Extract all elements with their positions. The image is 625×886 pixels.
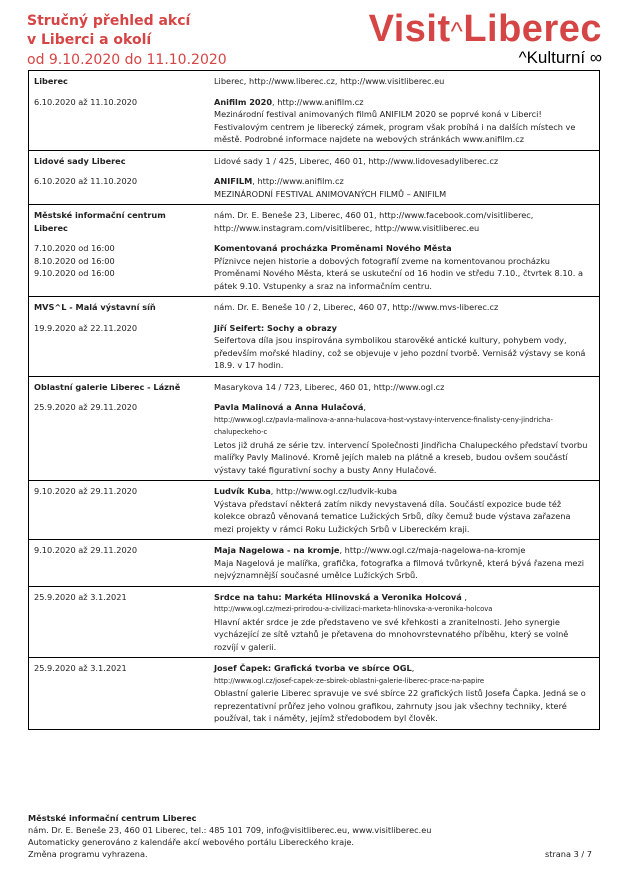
event-details [214, 485, 599, 535]
event-url: , [363, 402, 366, 412]
event-title[interactable]: Maja Nagelowa - na kromje [214, 545, 340, 555]
event-url[interactable]: http://www.ogl.cz/pavla-malinova-a-anna-hulacova-host-vystavy-intervence-finalisty-ceny-jindricha-chalupeckeho-c [214, 415, 553, 436]
event-details [214, 322, 599, 372]
event-description: Mezinárodní festival animovaných filmů ANIFILM 2020 se poprvé koná v Liberci! Festivalovým centrem je liberecký zámek, program však probíhá i na dalších místech ve městě. Podrobné informace najdete na webových stránkách www.anifilm.cz [214, 109, 576, 144]
event-date: 6.10.2020 až 11.10.2020 [34, 176, 138, 186]
event-title[interactable]: Srdce na tahu: Markéta Hlinovská a Veronika Holcová [214, 591, 462, 602]
event-details [214, 662, 599, 725]
event-title[interactable]: Josef Čapek: Grafická tvorba ve sbírce OGL [214, 663, 412, 673]
logo-subtitle: ^Kulturní ∞ [518, 48, 602, 67]
event-details [214, 401, 599, 476]
venue-header-row [29, 155, 599, 168]
event-url[interactable]: , http://www.anifilm.cz [272, 96, 364, 107]
footer-note-generated: Automaticky generováno z kalendáře akcí webového portálu Libereckého kraje. [28, 837, 355, 847]
event-title[interactable]: ANIFILM [214, 176, 253, 186]
event-description: MEZINÁRODNÍ FESTIVAL ANIMOVANÝCH FILMŮ – ANIFILM [214, 188, 447, 199]
venue-info: nám. Dr. E. Beneše 10 / 2, Liberec, 460 07, http://www.mvs-liberec.cz [214, 302, 499, 312]
event-date: 6.10.2020 až 11.10.2020 [34, 96, 138, 107]
event-row [29, 401, 599, 476]
event-description: Oblastní galerie Liberec spravuje ve své sbírce 22 grafických listů Josefa Čapka. Jedná se o reprezentativní průřez jeho volnou grafikou, zahrnuty jsou jak všechny techniky, které používal, tak i náměty, jejímž středobodem byl člověk. [214, 688, 586, 723]
event-details [214, 591, 599, 654]
event-title[interactable]: Jiří Seifert: Sochy a obrazy [214, 322, 337, 333]
venue-info: Masarykova 14 / 723, Liberec, 460 01, http://www.ogl.cz [214, 381, 445, 392]
venue-block [29, 376, 599, 481]
event-dates [29, 401, 214, 476]
event-row [29, 485, 599, 535]
event-dates [29, 96, 214, 146]
event-dates [29, 485, 214, 535]
event-date: 25.9.2020 až 3.1.2021 [34, 663, 127, 673]
event-details [214, 175, 599, 200]
venue-info: Lidové sady 1 / 425, Liberec, 460 01, http://www.lidovesadyliberec.cz [214, 155, 499, 166]
event-dates [29, 242, 214, 292]
event-row [29, 662, 599, 725]
event-date: 25.9.2020 až 3.1.2021 [34, 591, 127, 602]
footer-note-changes: Změna programu vyhrazena. [28, 849, 148, 859]
event-date: 9.10.2020 od 16:00 [34, 268, 115, 278]
venue-block [29, 150, 599, 205]
event-url: , [461, 591, 467, 602]
venue-name: Liberec [34, 76, 68, 86]
event-row [29, 544, 599, 582]
title-line-1: Stručný přehled akcí [27, 13, 191, 29]
event-url[interactable]: , http://www.ogl.cz/maja-nagelowa-na-kromje [339, 545, 526, 555]
venue-name: Lidové sady Liberec [34, 155, 126, 166]
event-title[interactable]: Anifilm 2020 [214, 96, 273, 107]
event-title[interactable]: Ludvík Kuba [214, 486, 271, 496]
event-details [214, 96, 599, 146]
event-row [29, 322, 599, 372]
event-block [29, 586, 599, 658]
venue-name: MVS^L - Malá výstavní síň [34, 302, 156, 312]
event-description: Výstava představí některá zatím nikdy nevystavená díla. Součástí expozice bude též kolekce obrazů věnovaná tematice Lužických Srbů, díky čemuž bude výstava zařazena mezi projekty v rámci Roku Lužických Srbů v Libereckém kraji. [214, 498, 571, 534]
page-footer [28, 812, 592, 860]
event-dates [29, 591, 214, 654]
event-url[interactable]: , http://www.anifilm.cz [252, 176, 344, 186]
venue-header-row [29, 75, 599, 88]
event-url[interactable]: http://www.ogl.cz/mezi-prirodou-a-civilizaci-marketa-hlinovska-a-veronika-holcova [214, 605, 493, 613]
event-description: Letos již druhá ze série tzv. intervencí Společnosti Jindřicha Chalupeckého představí tvorbu malířky Pavly Malinové. Kromě jejích maleb na plátně a kreseb, budou ovšem součástí výstavy také figurativní sochy a busty Anny Hulačové. [214, 439, 588, 475]
logo-wordmark [369, 10, 602, 48]
venue-block [29, 296, 599, 376]
event-date: 19.9.2020 až 22.11.2020 [34, 322, 138, 333]
page-number: strana 3 / 7 [544, 849, 592, 859]
event-dates [29, 322, 214, 372]
event-date: 8.10.2020 od 16:00 [34, 255, 115, 266]
event-dates [29, 544, 214, 582]
event-title[interactable]: Pavla Malinová a Anna Hulačová [214, 402, 364, 412]
logo-visit: Visit [368, 8, 451, 50]
title-line-2: v Liberci a okolí [27, 32, 152, 48]
event-row [29, 175, 599, 200]
venue-info: Liberec, http://www.liberec.cz, http://www.visitliberec.eu [214, 76, 445, 86]
logo-caret: ^ [450, 16, 464, 46]
event-date: 9.10.2020 až 29.11.2020 [34, 545, 138, 555]
event-url[interactable]: http://www.ogl.cz/josef-capek-ze-sbirek-oblastni-galerie-liberec-prace-na-papire [214, 676, 485, 685]
event-title[interactable]: Komentovaná procházka Proměnami Nového Města [214, 243, 452, 253]
event-block [29, 539, 599, 586]
venue-header-row [29, 381, 599, 394]
venue-block [29, 71, 599, 150]
venue-block [29, 204, 599, 296]
event-date: 25.9.2020 až 29.11.2020 [34, 402, 138, 412]
date-range: od 9.10.2020 do 11.10.2020 [27, 52, 227, 68]
event-row [29, 242, 599, 292]
event-date: 7.10.2020 od 16:00 [34, 243, 115, 253]
event-dates [29, 662, 214, 725]
event-date: 9.10.2020 až 29.11.2020 [34, 486, 138, 496]
event-row [29, 591, 599, 654]
event-dates [29, 175, 214, 200]
event-description: Maja Nagelová je malířka, grafička, fotografka a filmová tvůrkyně, která bývá řazena mezi nejvýznamnější současné umělce Lužických Srbů. [214, 557, 585, 580]
event-block [29, 480, 599, 539]
logo-liberec: Liberec [463, 8, 602, 50]
venue-info: nám. Dr. E. Beneše 23, Liberec, 460 01, http://www.facebook.com/visitliberec, http://www.instagram.com/visitliberec, http://www.visitliberec.eu [214, 210, 534, 233]
venue-header-row [29, 209, 599, 234]
footer-org: Městské informační centrum Liberec [28, 813, 197, 823]
event-url[interactable]: , http://www.ogl.cz/ludvik-kuba [270, 486, 398, 496]
footer-contact: nám. Dr. E. Beneše 23, 460 01 Liberec, tel.: 485 101 709, info@visitliberec.eu, www.visitliberec.eu [28, 825, 432, 835]
document-title [27, 12, 227, 70]
events-table [28, 70, 600, 730]
venue-name: Městské informační centrum Liberec [34, 210, 166, 233]
venue-name: Oblastní galerie Liberec - Lázně [34, 381, 181, 392]
event-block [29, 657, 599, 729]
event-details [214, 242, 599, 292]
visit-liberec-logo [369, 10, 602, 68]
event-row [29, 96, 599, 146]
event-url: , [411, 663, 415, 673]
event-details [214, 544, 599, 582]
event-description: Seifertova díla jsou inspirována symbolikou starověké antické kultury, pohybem vody, především mořské hladiny, což se objevuje v jeho pozdní tvorbě. Vernisáž výstavy se koná 18.9. v 17 hodin. [214, 335, 586, 370]
venue-header-row [29, 301, 599, 314]
event-description: Příznivce nejen historie a dobových fotografií zveme na komentovanou procházku Proměnami Nového Města, která se uskuteční od 16 hodin ve středu 7.10., čtvrtek 8.10. a pátek 9.10. Vstupenky a sraz na informačním centru. [214, 255, 583, 291]
event-description: Hlavní aktér srdce je zde představeno ve své křehkosti a zranitelnosti. Jeho synergie vycházející ze sítě vztahů je přetavena do mnohovrstevnatého příběhu, který se volně rozvíjí v galerii. [214, 616, 569, 652]
